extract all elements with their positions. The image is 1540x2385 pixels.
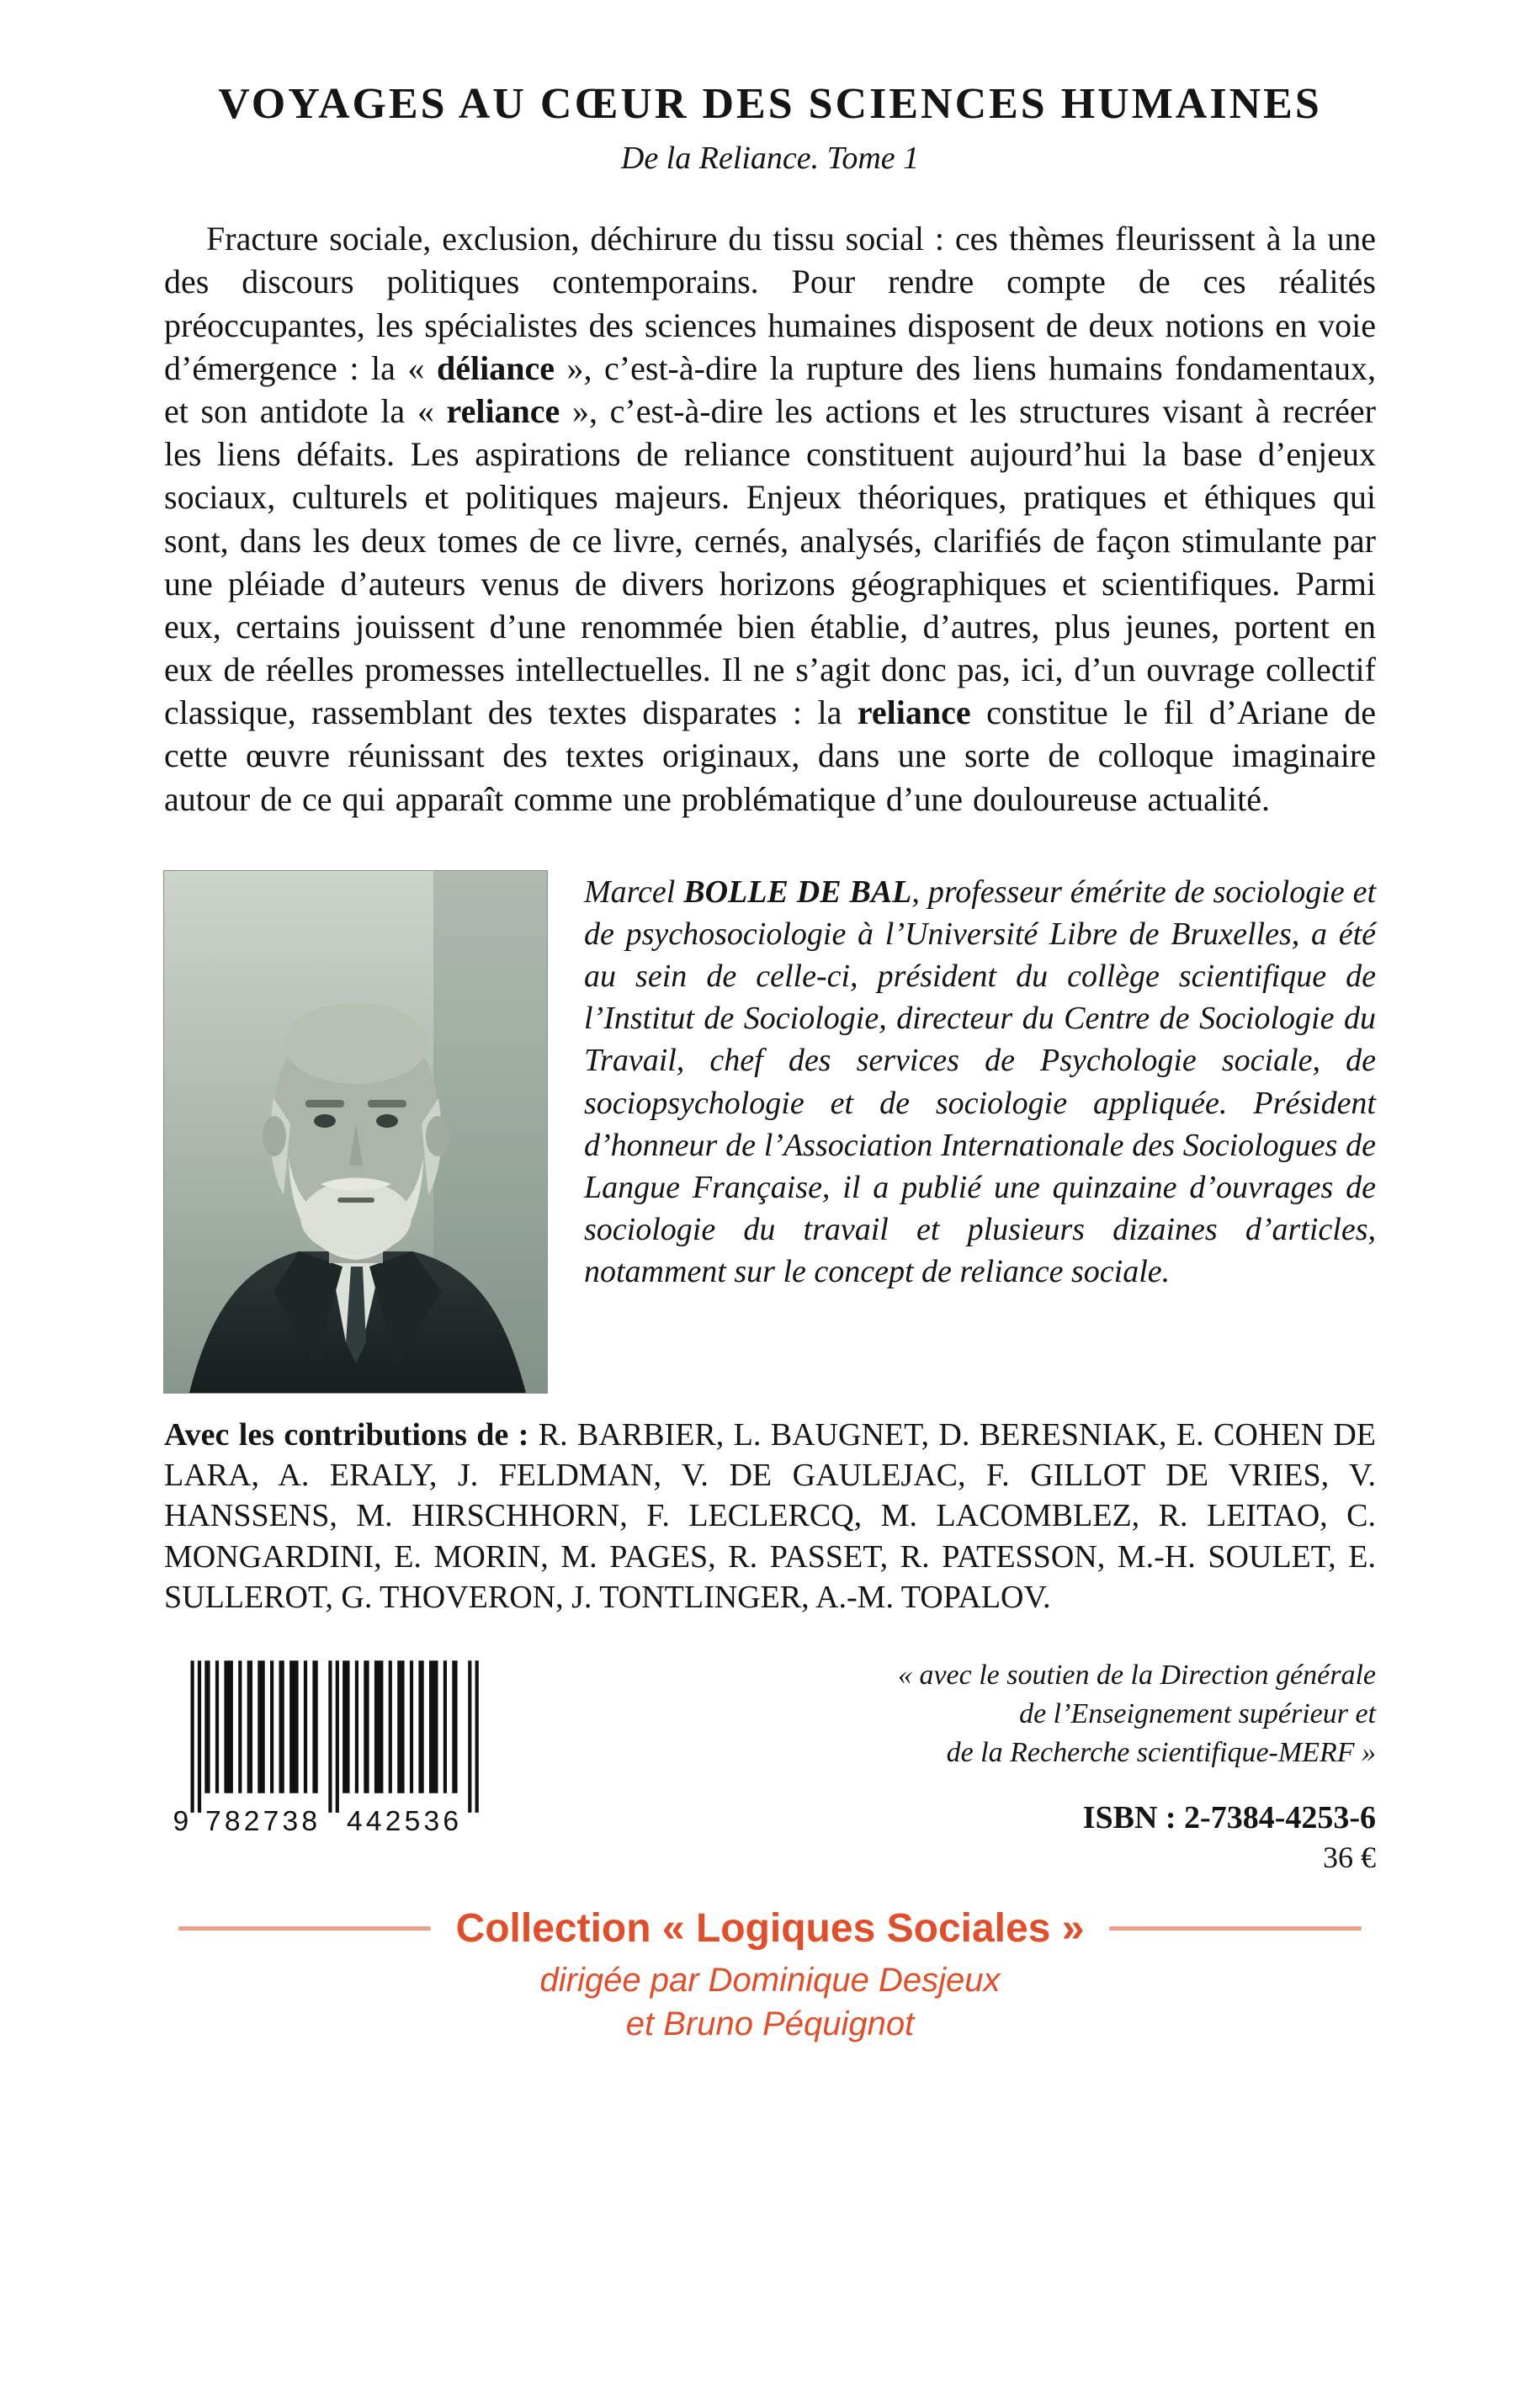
collection-title: Collection « Logiques Sociales » [455,1905,1085,1951]
collection-line [164,1905,1376,1952]
book-subtitle: De la Reliance. Tome 1 [620,141,920,177]
author-bio: Marcel BOLLE DE BAL, professeur émérite de sociologie et de psychosociologie à l’Université Libre de Bruxelles, a été au sein de celle-ci, président du collège scientifique de l’Institut de Sociologie, directeur du Centre de Sociologie du Travail, chef des services de Psychologie sociale, de sociopsychologie et de sociologie appliquée. Président d’honneur de l’Association Internationale des Sociologues de Langue Française, il a publié une quinzaine d’ouvrages de sociologie du travail et plusieurs dizaines d’articles, notamment sur le concept de reliance sociale. [584,874,1377,1290]
barcode-leading-digit: 9 [173,1805,189,1834]
funding-note [652,1656,1376,1772]
barcode [164,1656,526,1833]
author-section [164,871,1376,1393]
collection-directors [164,1958,1376,2046]
price: 36 € [1323,1840,1376,1874]
author-photo [164,871,547,1393]
book-title: VOYAGES AU CŒUR DES SCIENCES HUMAINES [218,80,1322,128]
collection-directors-line-2: et Bruno Péquignot [625,2005,915,2042]
contributors-paragraph: Avec les contributions de : R. BARBIER, L. BAUGNET, D. BERESNIAK, E. COHEN DE LARA, A. ERALY, J. FELDMAN, V. DE GAULEJAC, F. GILLOT DE VRIES, V. HANSSENS, M. HIRSCHHORN, F. LECLERCQ, M. LACOMBLEZ, R. LEITAO, C. MONGARDINI, E. MORIN, M. PAGES, R. PASSET, R. PATESSON, M.-H. SOULET, E. SULLEROT, G. THOVERON, J. TONTLINGER, A.-M. TOPALOV. [164,1416,1376,1615]
imprint-column [652,1656,1376,1875]
collection-footer [164,1905,1376,2046]
barcode-group-2: 442536 [346,1805,463,1834]
barcode-graphic [164,1656,518,1833]
funding-note-line-2: de l’Enseignement supérieur et [1019,1697,1376,1729]
decorative-rule-right [1109,1926,1362,1931]
barcode-group-1: 782738 [204,1805,321,1834]
funding-note-line-1: « avec le soutien de la Direction générale [897,1660,1376,1692]
bottom-section [164,1656,1376,1875]
isbn: ISBN : 2-7384-4253-6 [1082,1799,1376,1835]
author-photo-illustration [164,871,547,1393]
collection-directors-line-1: dirigée par Dominique Desjeux [539,1961,1001,1999]
decorative-rule-left [178,1926,431,1931]
funding-note-line-3: de la Recherche scientifique-MERF » [946,1736,1376,1768]
synopsis-paragraph: Fracture sociale, exclusion, déchirure du tissu social : ces thèmes fleurissent à la une des discours politiques contemporains. Pour rendre compte de ces réalités préoccupantes, les spécialistes des sciences humaines disposent de deux notions en voie d’émergence : la « déliance », c’est-à-dire la rupture des liens humains fondamentaux, et son antidote la « reliance », c’est-à-dire les actions et les structures visant à recréer les liens défaits. Les aspirations de reliance constituent aujourd’hui la base d’enjeux sociaux, culturels et politiques majeurs. Enjeux théoriques, pratiques et éthiques qui sont, dans les deux tomes de ce livre, cernés, analysés, clarifiés de façon stimulante par une pléiade d’auteurs venus de divers horizons géographiques et scientifiques. Parmi eux, certains jouissent d’une renommée bien établie, d’autres, plus jeunes, portent en eux de réelles promesses intellectuelles. Il ne s’agit donc pas, ici, d’un ouvrage collectif classique, rassemblant des textes disparates : la reliance constitue le fil d’Ariane de cette œuvre réunissant des textes originaux, dans une sorte de colloque imaginaire autour de ce qui apparaît comme une problématique d’une douloureuse actualité. [164,220,1377,818]
